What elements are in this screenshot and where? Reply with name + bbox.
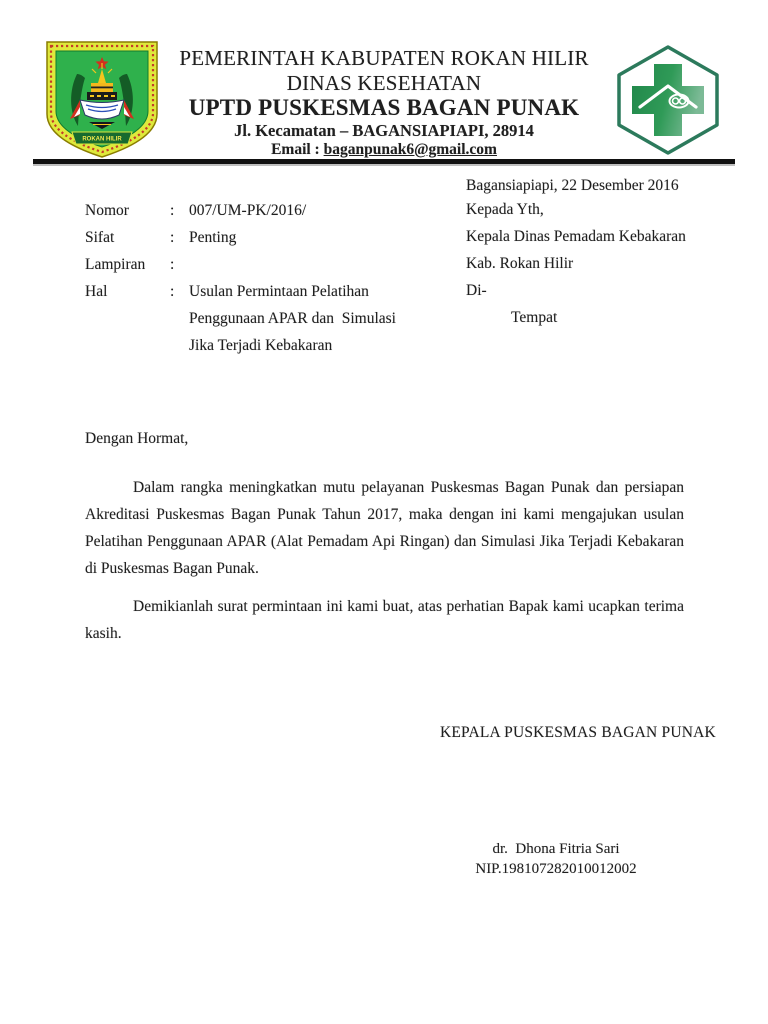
subject-line: Penggunaan APAR dan Simulasi: [189, 310, 396, 327]
field-separator: :: [170, 229, 175, 246]
field-row-lampiran: [85, 251, 396, 278]
field-separator: :: [170, 283, 175, 300]
field-label: Lampiran: [85, 256, 146, 273]
email-address: baganpunak6@gmail.com: [323, 141, 497, 158]
field-separator: :: [170, 256, 175, 273]
field-row-hal: [85, 278, 396, 359]
letter-meta-fields: [85, 197, 396, 359]
signature-block: [436, 840, 676, 879]
recipient-region: Kab. Rokan Hilir: [466, 255, 574, 272]
date-line: Bagansiapiapi, 22 Desember 2016: [466, 177, 679, 194]
subject-line: Jika Terjadi Kebakaran: [189, 337, 333, 354]
arms-banner-text: ROKAN HILIR: [82, 136, 122, 143]
field-label: Nomor: [85, 202, 129, 219]
field-value: Penting: [189, 229, 237, 246]
greeting: Dengan Hormat,: [85, 430, 189, 447]
paragraph-2: Demikianlah surat permintaan ini kami buat, atas perhatian Bapak kami ucapkan terima kasih.: [85, 598, 684, 642]
office-address: Jl. Kecamatan – BAGANSIAPIAPI, 28914: [234, 121, 534, 140]
field-value-multiline: [189, 278, 396, 359]
field-row-sifat: [85, 224, 396, 251]
signatory-title: KEPALA PUSKESMAS BAGAN PUNAK: [440, 724, 716, 741]
office-name: UPTD PUSKESMAS BAGAN PUNAK: [188, 95, 580, 120]
department-name: DINAS KESEHATAN: [286, 71, 482, 95]
letterhead: [0, 0, 768, 158]
paragraph-1: Dalam rangka meningkatkan mutu pelayanan Puskesmas Bagan Punak dan persiapan Akreditasi Puskesmas Bagan Punak Tahun 2017, maka dengan ini kami mengajukan usulan Pelatihan Penggunaan APAR (Alat Pemadam Api Ringan) dan Simulasi Jika Terjadi Kebakaran di Puskesmas Bagan Punak.: [85, 479, 684, 577]
recipient-block: [466, 196, 686, 331]
letterhead-text: [120, 46, 648, 159]
recipient-salutation: Kepada Yth,: [466, 201, 544, 218]
recipient-at: Di-: [466, 282, 487, 299]
email-label: Email :: [271, 141, 324, 158]
signatory-name: dr. Dhona Fitria Sari: [492, 841, 620, 857]
field-separator: :: [170, 202, 175, 219]
letter-body: [85, 425, 684, 647]
field-row-nomor: [85, 197, 396, 224]
recipient-name: Kepala Dinas Pemadam Kebakaran: [466, 228, 686, 245]
letterhead-divider: [33, 159, 735, 164]
government-name: PEMERINTAH KABUPATEN ROKAN HILIR: [179, 46, 589, 70]
office-email-line: [120, 141, 648, 159]
field-label: Sifat: [85, 229, 115, 246]
field-label: Hal: [85, 283, 108, 300]
subject-line: Usulan Permintaan Pelatihan: [189, 283, 369, 300]
puskesmas-icon: [612, 44, 724, 156]
field-value: 007/UM-PK/2016/: [189, 202, 307, 219]
signatory-nip: NIP.198107282010012002: [475, 860, 637, 877]
recipient-place: Tempat: [511, 309, 558, 326]
